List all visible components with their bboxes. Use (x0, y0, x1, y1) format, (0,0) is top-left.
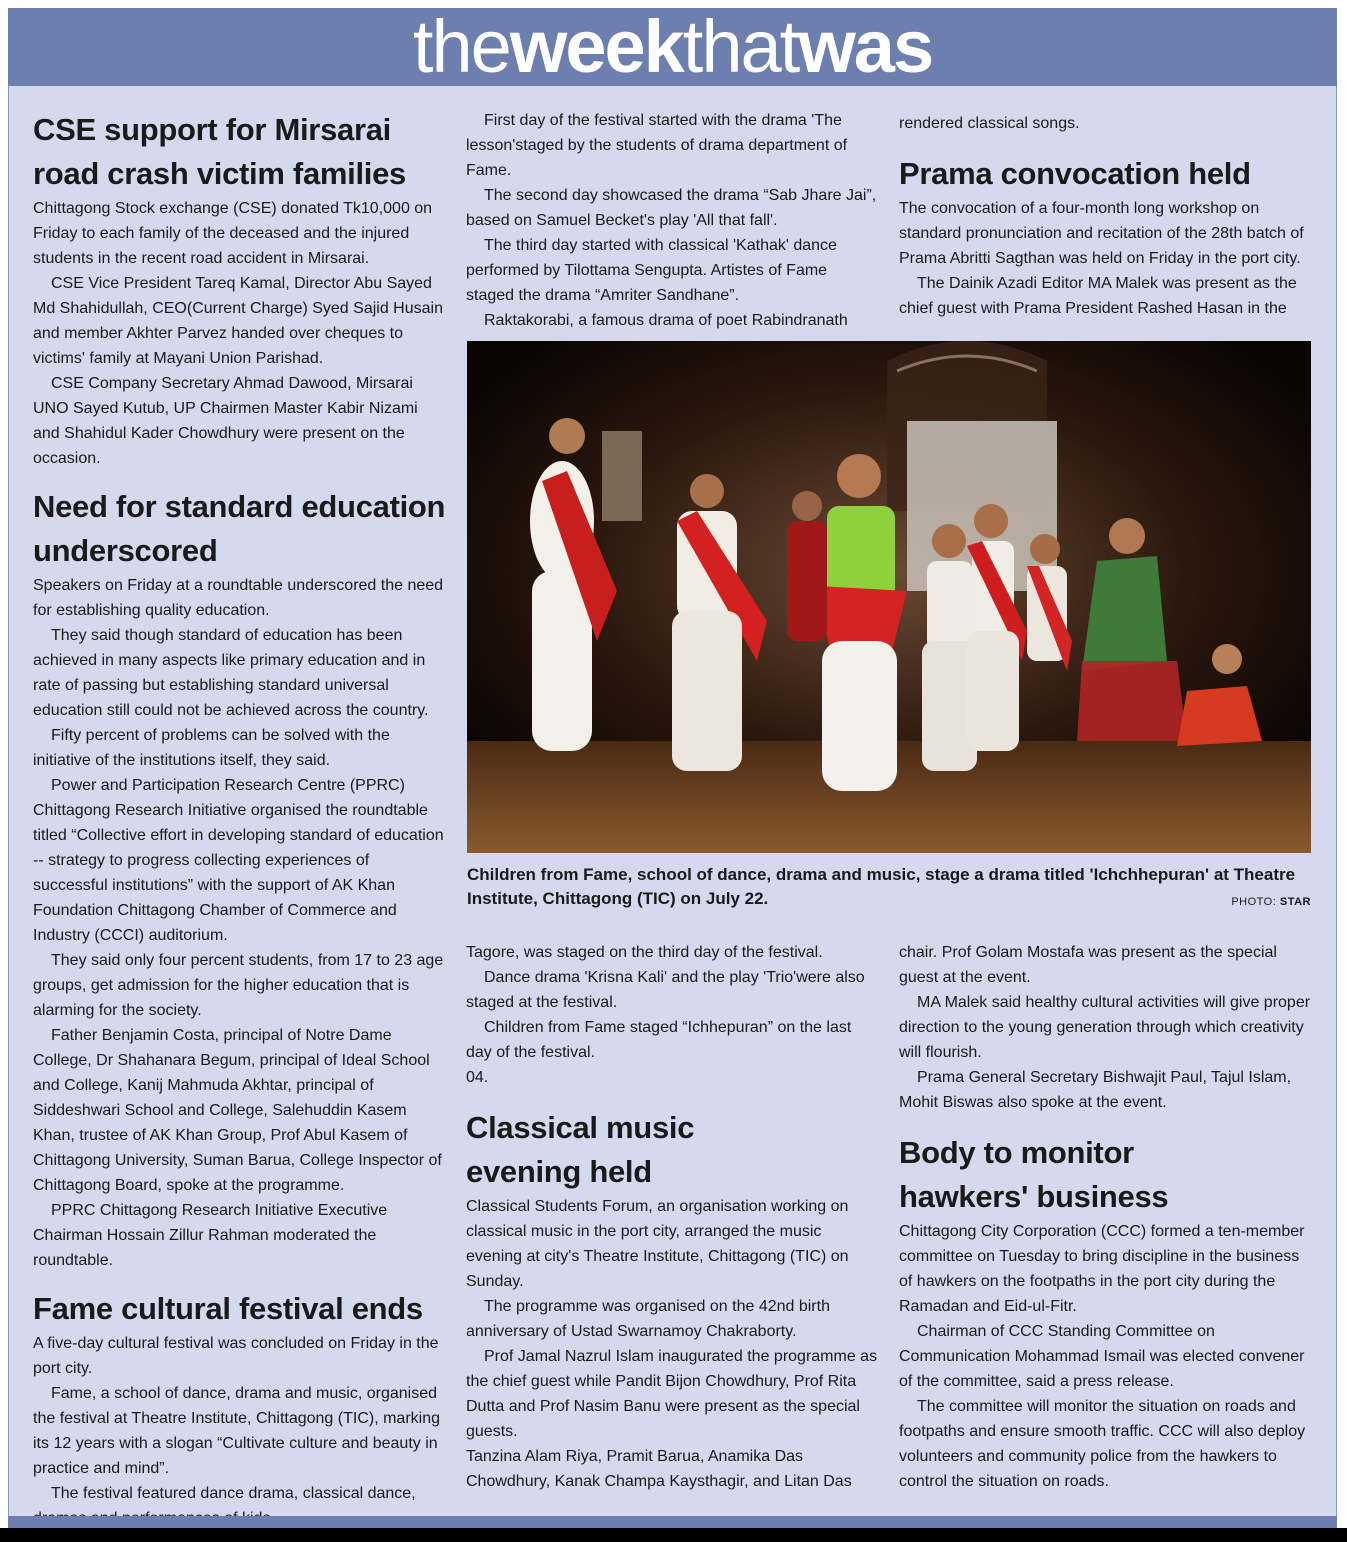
headline-fame: Fame cultural festival ends (33, 1291, 423, 1326)
dance-photo (467, 341, 1311, 853)
fame-para-2: Fame, a school of dance, drama and music, organised the festival at Theatre Institute, Chittagong (TIC), marking its 12 years with a slogan “Cultivate culture and beauty in practice and mind”. (33, 1385, 440, 1477)
hawkers-para-2: Chairman of CCC Standing Committee on Communication Mohammad Ismail was elected convener of the committee, said a press release. (899, 1323, 1305, 1390)
classical-para-1: Classical Students Forum, an organisation working on classical music in the port city, arranged the music evening at city's Theatre Institute, Chittagong (TIC) on Sunday. (466, 1198, 849, 1290)
education-para-1: Speakers on Friday at a roundtable underscored the need for establishing quality education. (33, 577, 444, 619)
column-middle-top (466, 108, 878, 333)
fame-cont-2: The second day showcased the drama “Sab Jhare Jai”, based on Samuel Becket's play 'All that fall'. (466, 187, 877, 229)
photo-illustration (467, 341, 1311, 853)
prama-para-2: The Dainik Azadi Editor MA Malek was present as the chief guest with Prama President Rashed Hasan in the (899, 275, 1297, 317)
education-para-5: They said only four percent students, from 17 to 23 age groups, get admission for the higher education that is alarming for the society. (33, 952, 444, 1019)
education-para-6: Father Benjamin Costa, principal of Notre Dame College, Dr Shahanara Begum, principal of Ideal School and College, Kanij Mahmuda Akhtar, principal of Siddeshwari School and College, Salehuddin Kasem Khan, trustee of AK Khan Group, Prof Abul Kasem of Chittagong University, Suman Barua, College Inspector of Chittagong Board, spoke at the programme. (33, 1027, 442, 1194)
headline-classical: Classical music evening held (466, 1110, 695, 1189)
headline-education: Need for standard education underscored (33, 489, 446, 568)
photo-credit-label: PHOTO: (1231, 896, 1277, 908)
fame-para-3: The festival featured dance drama, classical dance, (51, 1485, 416, 1502)
classical-cont: rendered classical songs. (899, 115, 1080, 132)
column-right-bottom (899, 940, 1313, 1494)
hawkers-para-1: Chittagong City Corporation (CCC) formed a ten-member committee on Tuesday to bring discipline in the business of hawkers on the footpaths in the port city during the Ramadan and Eid-ul-Fitr. (899, 1223, 1305, 1315)
column-middle-bottom (466, 940, 878, 1494)
masthead-week: week (509, 5, 683, 88)
fame-cont-5: Tagore, was staged on the third day of the festival. (466, 944, 823, 961)
education-para-2: They said though standard of education has been achieved in many aspects like primary education and in rate of passing but establishing standard universal education still could not be achieved across the country. (33, 627, 429, 719)
masthead-title (413, 5, 932, 88)
photo-caption: Children from Fame, school of dance, drama and music, stage a drama titled 'Ichchhepuran' at Theatre Institute, Chittagong (TIC) on July 22. (467, 865, 1296, 908)
fame-para-1: A five-day cultural festival was concluded on Friday in the port city. (33, 1335, 439, 1377)
hawkers-para-3: The committee will monitor the situation on roads and footpaths and ensure smooth traffic. CCC will also deploy volunteers and community police from the hawkers to control the situation on roads. (899, 1398, 1306, 1490)
masthead-was: was (798, 5, 933, 88)
masthead-the: the (412, 5, 510, 88)
headline-hawkers: Body to monitor hawkers' business (899, 1135, 1169, 1214)
column-right-top (899, 111, 1313, 321)
bottom-edge (0, 1528, 1347, 1542)
fame-cont-3: The third day started with classical 'Kathak' dance performed by Tilottama Sengupta. Artistes of Fame staged the drama “Amriter Sandhane”. (466, 237, 837, 304)
headline-cse: CSE support for Mirsarai road crash victim families (33, 112, 406, 191)
prama-cont-3: Prama General Secretary Bishwajit Paul, Tajul Islam, Mohit Biswas also spoke at the event. (899, 1069, 1292, 1111)
education-para-3: Fifty percent of problems can be solved with the initiative of the institutions itself, they said. (33, 727, 390, 769)
cse-para-1: Chittagong Stock exchange (CSE) donated Tk10,000 on Friday to each family of the deceased and the injured students in the recent road accident in Mirsarai. (33, 200, 433, 267)
cse-para-2: CSE Vice President Tareq Kamal, Director Abu Sayed Md Shahidullah, CEO(Current Charge) Syed Sajid Husain and member Akhter Parvez handed over cheques to victims' family at Mayani Union Parishad. (33, 275, 443, 367)
masthead (8, 5, 1337, 88)
fame-cont-1: First day of the festival started with the drama 'The lesson'staged by the students of drama department of Fame. (466, 112, 848, 179)
footer-bar (8, 1516, 1337, 1528)
photo-credit (1231, 896, 1311, 908)
education-para-7: PPRC Chittagong Research Initiative Executive Chairman Hossain Zillur Rahman moderated the roundtable. (33, 1202, 388, 1269)
fame-cont-4: Raktakorabi, a famous drama of poet Rabindranath (484, 312, 848, 329)
photo-credit-source: STAR (1279, 896, 1311, 908)
classical-para-2: The programme was organised on the 42nd birth anniversary of Ustad Swarnamoy Chakraborty. (466, 1298, 830, 1340)
headline-prama: Prama convocation held (899, 156, 1251, 191)
classical-para-4: Tanzina Alam Riya, Pramit Barua, Anamika Das Chowdhury, Kanak Champa Kaysthagir, and Litan Das (466, 1448, 852, 1490)
prama-cont-2: MA Malek said healthy cultural activities will give proper direction to the young generation through which creativity will flourish. (899, 994, 1311, 1061)
masthead-that: that (682, 5, 799, 88)
fame-cont-8: 04. (466, 1069, 489, 1086)
cse-para-3: CSE Company Secretary Ahmad Dawood, Mirsarai UNO Sayed Kutub, UP Chairmen Master Kabir Nizami and Shahidul Kader Chowdhury were present on the occasion. (33, 375, 418, 467)
prama-cont-1: chair. Prof Golam Mostafa was present as the special guest at the event. (899, 944, 1277, 986)
prama-para-1: The convocation of a four-month long workshop on standard pronunciation and recitation of the 28th batch of Prama Abritti Sagthan was held on Friday in the port city. (899, 200, 1304, 267)
fame-cont-6: Dance drama 'Krisna Kali' and the play 'Trio'were also staged at the festival. (466, 969, 865, 1011)
education-para-4: Power and Participation Research Centre (PPRC) Chittagong Research Initiative organised the roundtable titled “Collective effort in developing standard of education -- strategy to progress collecting experiences of successful institutions” with the support of AK Khan Foundation Chittagong Chamber of Commerce and Industry (CCCI) auditorium. (33, 777, 444, 944)
fame-cont-7: Children from Fame staged “Ichhepuran” on the last day of the festival. (466, 1019, 852, 1061)
column-left (33, 108, 447, 1531)
classical-para-3: Prof Jamal Nazrul Islam inaugurated the programme as the chief guest while Pandit Bijon Chowdhury, Prof Rita Dutta and Prof Nasim Banu were present as the special guests. (466, 1348, 878, 1440)
